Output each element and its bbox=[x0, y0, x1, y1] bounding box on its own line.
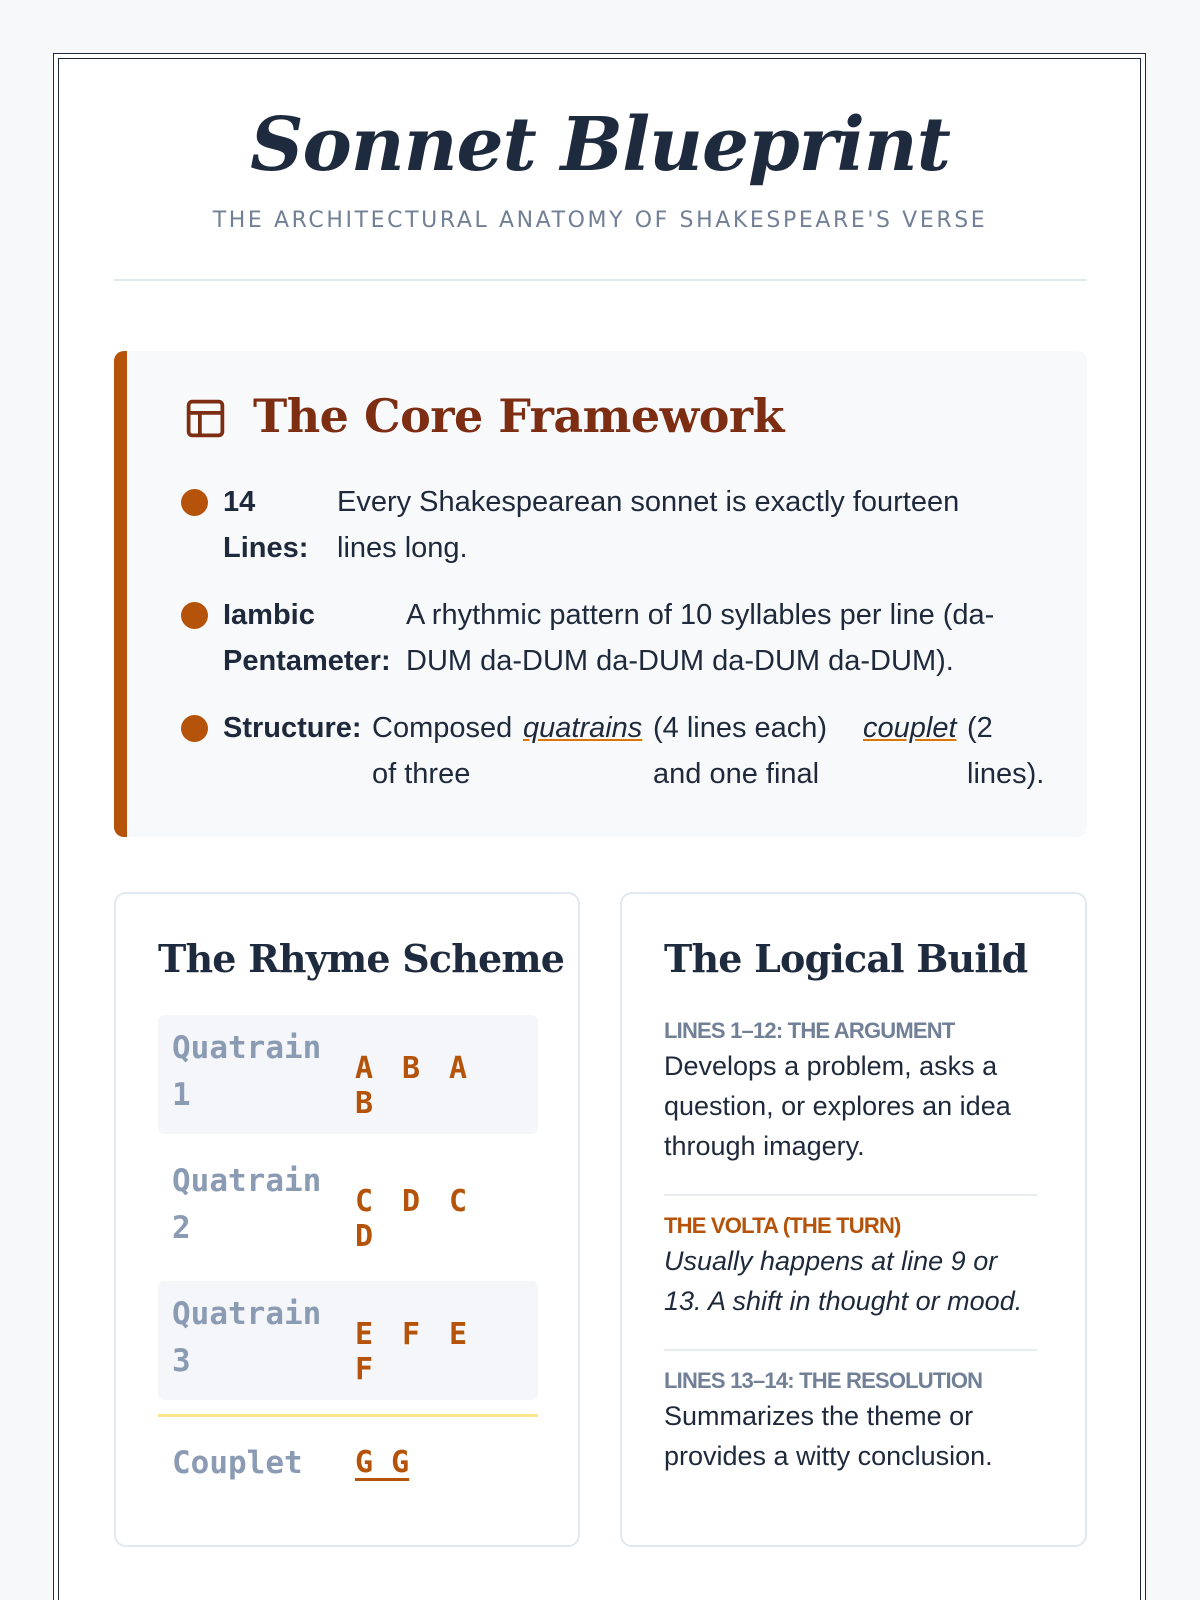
logic-section-volta bbox=[664, 1211, 1044, 1321]
logic-section-body: Summarizes the theme or provides a witty conclusion. bbox=[664, 1401, 993, 1471]
layout-icon bbox=[183, 396, 228, 441]
couplet-divider bbox=[158, 1414, 538, 1417]
core-item-desc: Composed of three bbox=[372, 712, 513, 790]
couplet-term: couplet bbox=[863, 712, 957, 744]
couplet-letters: G G bbox=[355, 1445, 410, 1480]
bullet-dot bbox=[181, 602, 208, 629]
core-item-desc: (4 lines each) and one final bbox=[653, 712, 828, 790]
page-title: Sonnet Blueprint bbox=[250, 102, 950, 188]
page-subtitle: THE ARCHITECTURAL ANATOMY OF SHAKESPEARE'S VERSE bbox=[212, 208, 988, 233]
core-item-term: 14 Lines: bbox=[223, 486, 309, 564]
logic-divider bbox=[664, 1194, 1037, 1196]
rhyme-row bbox=[158, 1148, 538, 1267]
logic-section-heading: THE VOLTA (THE TURN) bbox=[664, 1213, 901, 1238]
rhyme-row-label: Quatrain 2 bbox=[172, 1163, 322, 1246]
logical-build-card bbox=[620, 892, 1087, 1547]
logic-section-heading: LINES 1–12: THE ARGUMENT bbox=[664, 1018, 955, 1043]
bullet-dot bbox=[181, 715, 208, 742]
rhyme-row-label: Quatrain 3 bbox=[172, 1296, 322, 1379]
rhyme-row-label: Quatrain 1 bbox=[172, 1030, 322, 1113]
quatrains-term: quatrains bbox=[523, 712, 643, 744]
rhyme-letters: C D CD bbox=[355, 1184, 468, 1254]
rhyme-row bbox=[158, 1281, 538, 1400]
rhyme-letters: A B AB bbox=[355, 1051, 468, 1121]
core-framework-title: The Core Framework bbox=[253, 389, 784, 443]
rhyme-row bbox=[158, 1015, 538, 1134]
bullet-dot bbox=[181, 489, 208, 516]
rhyme-scheme-title: The Rhyme Scheme bbox=[158, 936, 565, 981]
rhyme-letters: E F EF bbox=[355, 1317, 468, 1387]
core-item-desc: Every Shakespearean sonnet is exactly fourteen lines long. bbox=[337, 486, 960, 564]
core-item-desc: A rhythmic pattern of 10 syllables per line (da- DUM da-DUM da-DUM da-DUM da-DUM). bbox=[406, 599, 995, 677]
logic-section-body: Usually happens at line 9 or 13. A shift in thought or mood. bbox=[664, 1246, 1023, 1316]
header-divider bbox=[114, 279, 1087, 281]
logic-section-heading: LINES 13–14: THE RESOLUTION bbox=[664, 1368, 983, 1393]
core-item-lines bbox=[223, 479, 1063, 571]
core-framework-panel bbox=[114, 351, 1087, 837]
core-item-term: Iambic Pentameter: bbox=[223, 599, 391, 677]
core-item-term: Structure: bbox=[223, 712, 362, 744]
logic-section-resolution bbox=[664, 1366, 1044, 1476]
logic-section-argument bbox=[664, 1016, 1044, 1166]
core-item-desc: (2 lines). bbox=[967, 712, 1045, 790]
logic-section-body: Develops a problem, asks a question, or explores an idea through imagery. bbox=[664, 1051, 1011, 1161]
core-item-structure bbox=[223, 705, 1063, 797]
logic-divider bbox=[664, 1349, 1037, 1351]
logical-build-title: The Logical Build bbox=[664, 936, 1028, 981]
core-item-meter bbox=[223, 592, 1063, 684]
rhyme-scheme-card bbox=[114, 892, 580, 1547]
couplet-label: Couplet bbox=[172, 1445, 303, 1481]
